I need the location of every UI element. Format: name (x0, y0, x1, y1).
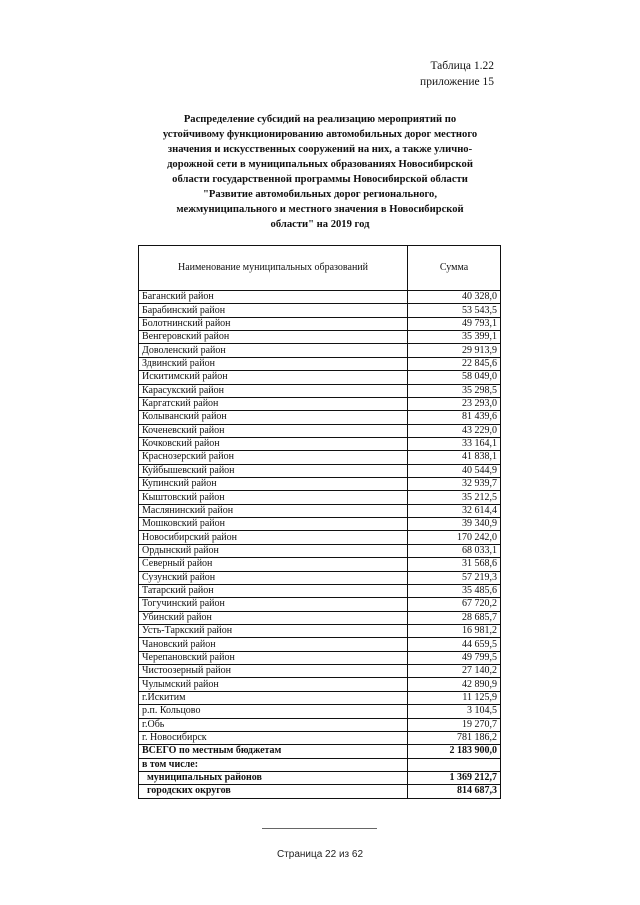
subsidy-table (138, 245, 501, 799)
table-row (139, 558, 501, 571)
title-line: Распределение субсидий на реализацию мероприятий по (183, 114, 457, 125)
footer-rule (262, 828, 377, 829)
row-sum: 40 328,0 (408, 291, 501, 304)
row-sum: 57 219,3 (408, 571, 501, 584)
row-name: Купинский район (139, 478, 408, 491)
row-sum: 49 793,1 (408, 317, 501, 330)
row-name: Кочковский район (139, 437, 408, 450)
row-name: г.Искитим (139, 691, 408, 704)
title-line: значения и искусственных сооружений на них, а также улично- (167, 144, 473, 155)
row-sum: 3 104,5 (408, 705, 501, 718)
row-name: Краснозерский район (139, 451, 408, 464)
row-sum: 16 981,2 (408, 624, 501, 637)
row-sum: 29 913,9 (408, 344, 501, 357)
row-sum: 35 212,5 (408, 491, 501, 504)
total-label: ВСЕГО по местным бюджетам (139, 745, 408, 758)
total-label: в том числе: (139, 758, 408, 771)
title-line: области" на 2019 год (270, 219, 370, 230)
row-sum: 28 685,7 (408, 611, 501, 624)
row-name: Болотнинский район (139, 317, 408, 330)
row-sum: 23 293,0 (408, 397, 501, 410)
document-title (140, 112, 500, 232)
table-row (139, 718, 501, 731)
table-row (139, 745, 501, 758)
total-value (408, 758, 501, 771)
row-name: Барабинский район (139, 304, 408, 317)
table-row (139, 731, 501, 744)
table-row (139, 384, 501, 397)
table-body (139, 291, 501, 799)
table-row (139, 464, 501, 477)
table-row (139, 611, 501, 624)
row-sum: 43 229,0 (408, 424, 501, 437)
total-value: 2 183 900,0 (408, 745, 501, 758)
row-name: Маслянинский район (139, 504, 408, 517)
table-row (139, 584, 501, 597)
table-row (139, 331, 501, 344)
table-row (139, 651, 501, 664)
column-header-name: Наименование муниципальных образований (139, 246, 408, 291)
row-sum: 11 125,9 (408, 691, 501, 704)
table-row (139, 478, 501, 491)
page-footer: Страница 22 из 62 (276, 849, 364, 860)
row-name: Баганский район (139, 291, 408, 304)
title-line: межмуниципального и местного значения в Новосибирской (176, 204, 464, 215)
row-name: Венгеровский район (139, 331, 408, 344)
row-sum: 170 242,0 (408, 531, 501, 544)
row-sum: 67 720,2 (408, 598, 501, 611)
table-row (139, 437, 501, 450)
row-sum: 81 439,6 (408, 411, 501, 424)
row-name: Доволенский район (139, 344, 408, 357)
row-sum: 53 543,5 (408, 304, 501, 317)
title-line: области государственной программы Новосибирской области (172, 174, 468, 185)
row-sum: 19 270,7 (408, 718, 501, 731)
row-name: Каргатский район (139, 397, 408, 410)
row-sum: 49 799,5 (408, 651, 501, 664)
table-row (139, 531, 501, 544)
row-sum: 35 399,1 (408, 331, 501, 344)
row-sum: 31 568,6 (408, 558, 501, 571)
table-row (139, 371, 501, 384)
row-name: Северный район (139, 558, 408, 571)
table-row (139, 504, 501, 517)
row-sum: 35 485,6 (408, 584, 501, 597)
row-name: Чулымский район (139, 678, 408, 691)
row-sum: 44 659,5 (408, 638, 501, 651)
row-name: Усть-Таркский район (139, 624, 408, 637)
table-row (139, 544, 501, 557)
table-row (139, 624, 501, 637)
row-sum: 39 340,9 (408, 518, 501, 531)
table-row (139, 424, 501, 437)
row-name: Черепановский район (139, 651, 408, 664)
table-row (139, 397, 501, 410)
table-row (139, 705, 501, 718)
row-name: Колыванский район (139, 411, 408, 424)
row-sum: 68 033,1 (408, 544, 501, 557)
row-sum: 27 140,2 (408, 665, 501, 678)
table-row (139, 691, 501, 704)
row-name: Сузунский район (139, 571, 408, 584)
table-row (139, 678, 501, 691)
table-row (139, 357, 501, 370)
title-line: устойчивому функционированию автомобильных дорог местного (162, 129, 478, 140)
table-row (139, 665, 501, 678)
row-name: Чановский район (139, 638, 408, 651)
row-sum: 32 614,4 (408, 504, 501, 517)
row-sum: 22 845,6 (408, 357, 501, 370)
row-name: Чистоозерный район (139, 665, 408, 678)
row-name: Тогучинский район (139, 598, 408, 611)
table-row (139, 518, 501, 531)
table-row (139, 451, 501, 464)
total-label: городских округов (139, 785, 408, 798)
row-sum: 42 890,9 (408, 678, 501, 691)
row-name: Новосибирский район (139, 531, 408, 544)
row-sum: 40 544,9 (408, 464, 501, 477)
table-header-row (139, 246, 501, 291)
total-value: 814 687,3 (408, 785, 501, 798)
row-name: Коченевский район (139, 424, 408, 437)
row-sum: 58 049,0 (408, 371, 501, 384)
table-row (139, 571, 501, 584)
table-row (139, 598, 501, 611)
table-row (139, 638, 501, 651)
table-row (139, 344, 501, 357)
table-row (139, 304, 501, 317)
table-row (139, 317, 501, 330)
title-line: "Развитие автомобильных дорог регионального, (203, 189, 437, 200)
row-sum: 781 186,2 (408, 731, 501, 744)
row-name: Ордынский район (139, 544, 408, 557)
row-sum: 32 939,7 (408, 478, 501, 491)
table-number: Таблица 1.22 (430, 60, 494, 72)
title-line: дорожной сети в муниципальных образованиях Новосибирской (167, 159, 473, 170)
total-label: муниципальных районов (139, 771, 408, 784)
table-row (139, 785, 501, 798)
row-name: г. Новосибирск (139, 731, 408, 744)
table-row (139, 491, 501, 504)
row-name: р.п. Кольцово (139, 705, 408, 718)
row-sum: 35 298,5 (408, 384, 501, 397)
table-row (139, 291, 501, 304)
table-row (139, 771, 501, 784)
table-row (139, 758, 501, 771)
row-sum: 41 838,1 (408, 451, 501, 464)
table-row (139, 411, 501, 424)
row-name: Татарский район (139, 584, 408, 597)
row-name: Убинский район (139, 611, 408, 624)
row-name: г.Обь (139, 718, 408, 731)
appendix-label: приложение 15 (420, 76, 494, 88)
row-name: Здвинский район (139, 357, 408, 370)
row-name: Мошковский район (139, 518, 408, 531)
column-header-sum: Сумма (408, 246, 501, 291)
total-value: 1 369 212,7 (408, 771, 501, 784)
row-sum: 33 164,1 (408, 437, 501, 450)
row-name: Кыштовский район (139, 491, 408, 504)
row-name: Карасукский район (139, 384, 408, 397)
row-name: Искитимский район (139, 371, 408, 384)
row-name: Куйбышевский район (139, 464, 408, 477)
